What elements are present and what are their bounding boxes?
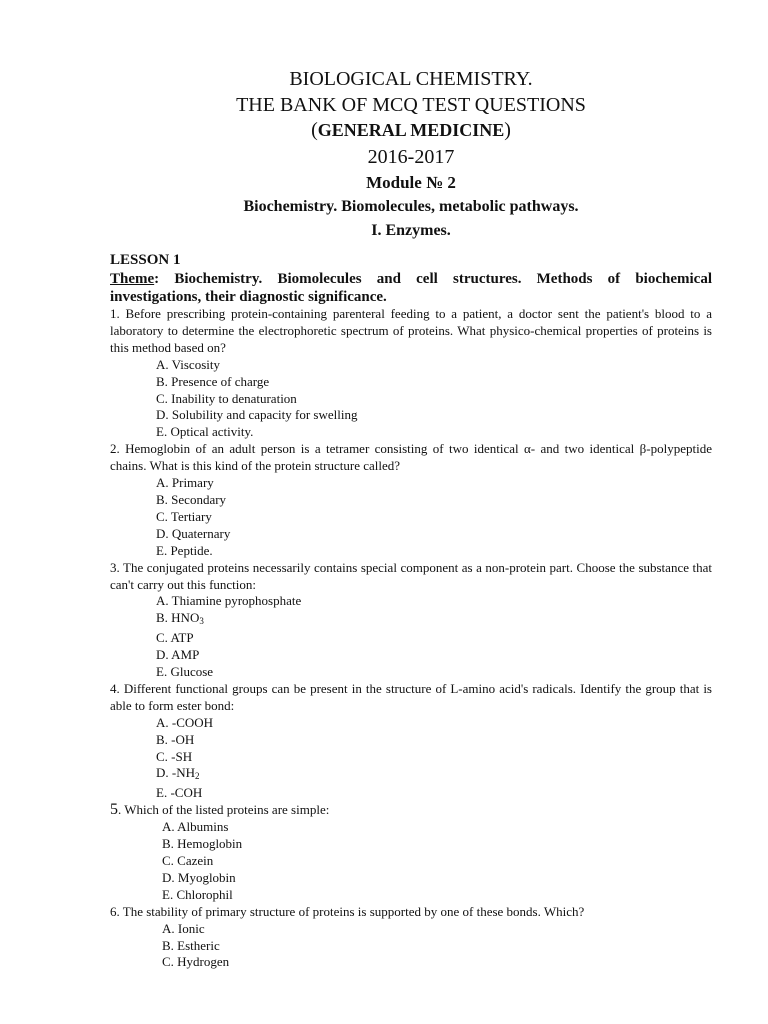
q4-option-a: A. -COOH — [156, 714, 214, 730]
q3-option-b-text: B. HNO — [156, 610, 200, 626]
q2-option-e: E. Peptide. — [156, 542, 213, 558]
q1-option-c: C. Inability to denaturation — [156, 390, 297, 406]
q4-option-c: C. -SH — [156, 748, 193, 764]
theme-text: : Biochemistry. Biomolecules and cell structures. Methods of biochemical investigations, their diagnostic significance. — [110, 271, 712, 305]
specialty: GENERAL MEDICINE — [317, 120, 505, 140]
title-line-3 — [110, 118, 712, 143]
q3-option-c: C. ATP — [156, 630, 194, 646]
section-heading: I. Enzymes. — [371, 222, 451, 239]
q2-option-d: D. Quaternary — [156, 525, 231, 541]
question-1: 1. Before prescribing protein-containing parenteral feeding to a patient, a doctor sent the patient's blood to a laboratory to determine the electrophoretic spectrum of proteins. What physico-chemical properties of proteins is this method based on? — [110, 306, 712, 355]
q1-option-b: B. Presence of charge — [156, 373, 270, 389]
close-paren: ) — [504, 119, 511, 141]
q5-option-e: E. Chlorophil — [162, 886, 233, 902]
q3-option-e: E. Glucose — [156, 664, 214, 680]
q4-option-d — [110, 765, 712, 785]
q6-option-b: B. Estheric — [162, 937, 220, 953]
q2-option-b: B. Secondary — [156, 491, 227, 507]
q5-option-a: A. Albumins — [162, 819, 229, 835]
document-header — [110, 66, 712, 243]
q5-option-d: D. Myoglobin — [162, 869, 236, 885]
question-4: 4. Different functional groups can be present in the structure of L-amino acid's radicals. Identify the group that is able to form ester bond: — [110, 680, 712, 713]
q2-option-c: C. Tertiary — [156, 508, 212, 524]
q4-option-b: B. -OH — [156, 731, 195, 747]
q3-option-b — [110, 610, 712, 630]
question-6: 6. The stability of primary structure of proteins is supported by one of these bonds. Which? — [110, 903, 585, 919]
q4-option-d-text: D. -NH — [156, 765, 195, 781]
module-subtitle: Biochemistry. Biomolecules, metabolic pathways. — [243, 198, 579, 215]
q5-option-c: C. Cazein — [162, 853, 214, 868]
q6-option-c: C. Hydrogen — [162, 954, 230, 970]
question-5 — [110, 802, 712, 819]
open-paren: ( — [311, 119, 318, 141]
lesson-theme — [110, 270, 712, 306]
q2-option-a: A. Primary — [156, 475, 214, 491]
q1-option-d: D. Solubility and capacity for swelling — [156, 407, 358, 423]
academic-year: 2016-2017 — [367, 146, 455, 168]
question-3: 3. The conjugated proteins necessarily contains special component as a non-protein part. Choose the substance that can't carry out this function: — [110, 559, 712, 592]
q3-option-d: D. AMP — [156, 647, 200, 663]
title-line-2: THE BANK OF MCQ TEST QUESTIONS — [236, 94, 586, 116]
q3-option-a: A. Thiamine pyrophosphate — [156, 593, 302, 609]
module-heading: Module № 2 — [366, 173, 456, 192]
q4-option-e: E. -COH — [156, 785, 203, 801]
q6-option-a: A. Ionic — [162, 920, 205, 936]
q3-option-b-subscript: 3 — [199, 616, 204, 627]
theme-label: Theme — [110, 271, 155, 287]
q4-option-d-subscript: 2 — [195, 771, 200, 782]
question-5-number: 5 — [110, 801, 118, 819]
q1-option-a: A. Viscosity — [156, 356, 220, 372]
q5-option-b: B. Hemoglobin — [162, 836, 243, 852]
lesson-heading: LESSON 1 — [110, 252, 181, 268]
question-5-text: . Which of the listed proteins are simple: — [118, 802, 330, 818]
question-2: 2. Hemoglobin of an adult person is a tetramer consisting of two identical α- and two identical β-polypeptide chains. What is this kind of the protein structure called? — [110, 441, 712, 474]
q1-option-e: E. Optical activity. — [156, 424, 254, 440]
title-line-1: BIOLOGICAL CHEMISTRY. — [289, 68, 533, 90]
